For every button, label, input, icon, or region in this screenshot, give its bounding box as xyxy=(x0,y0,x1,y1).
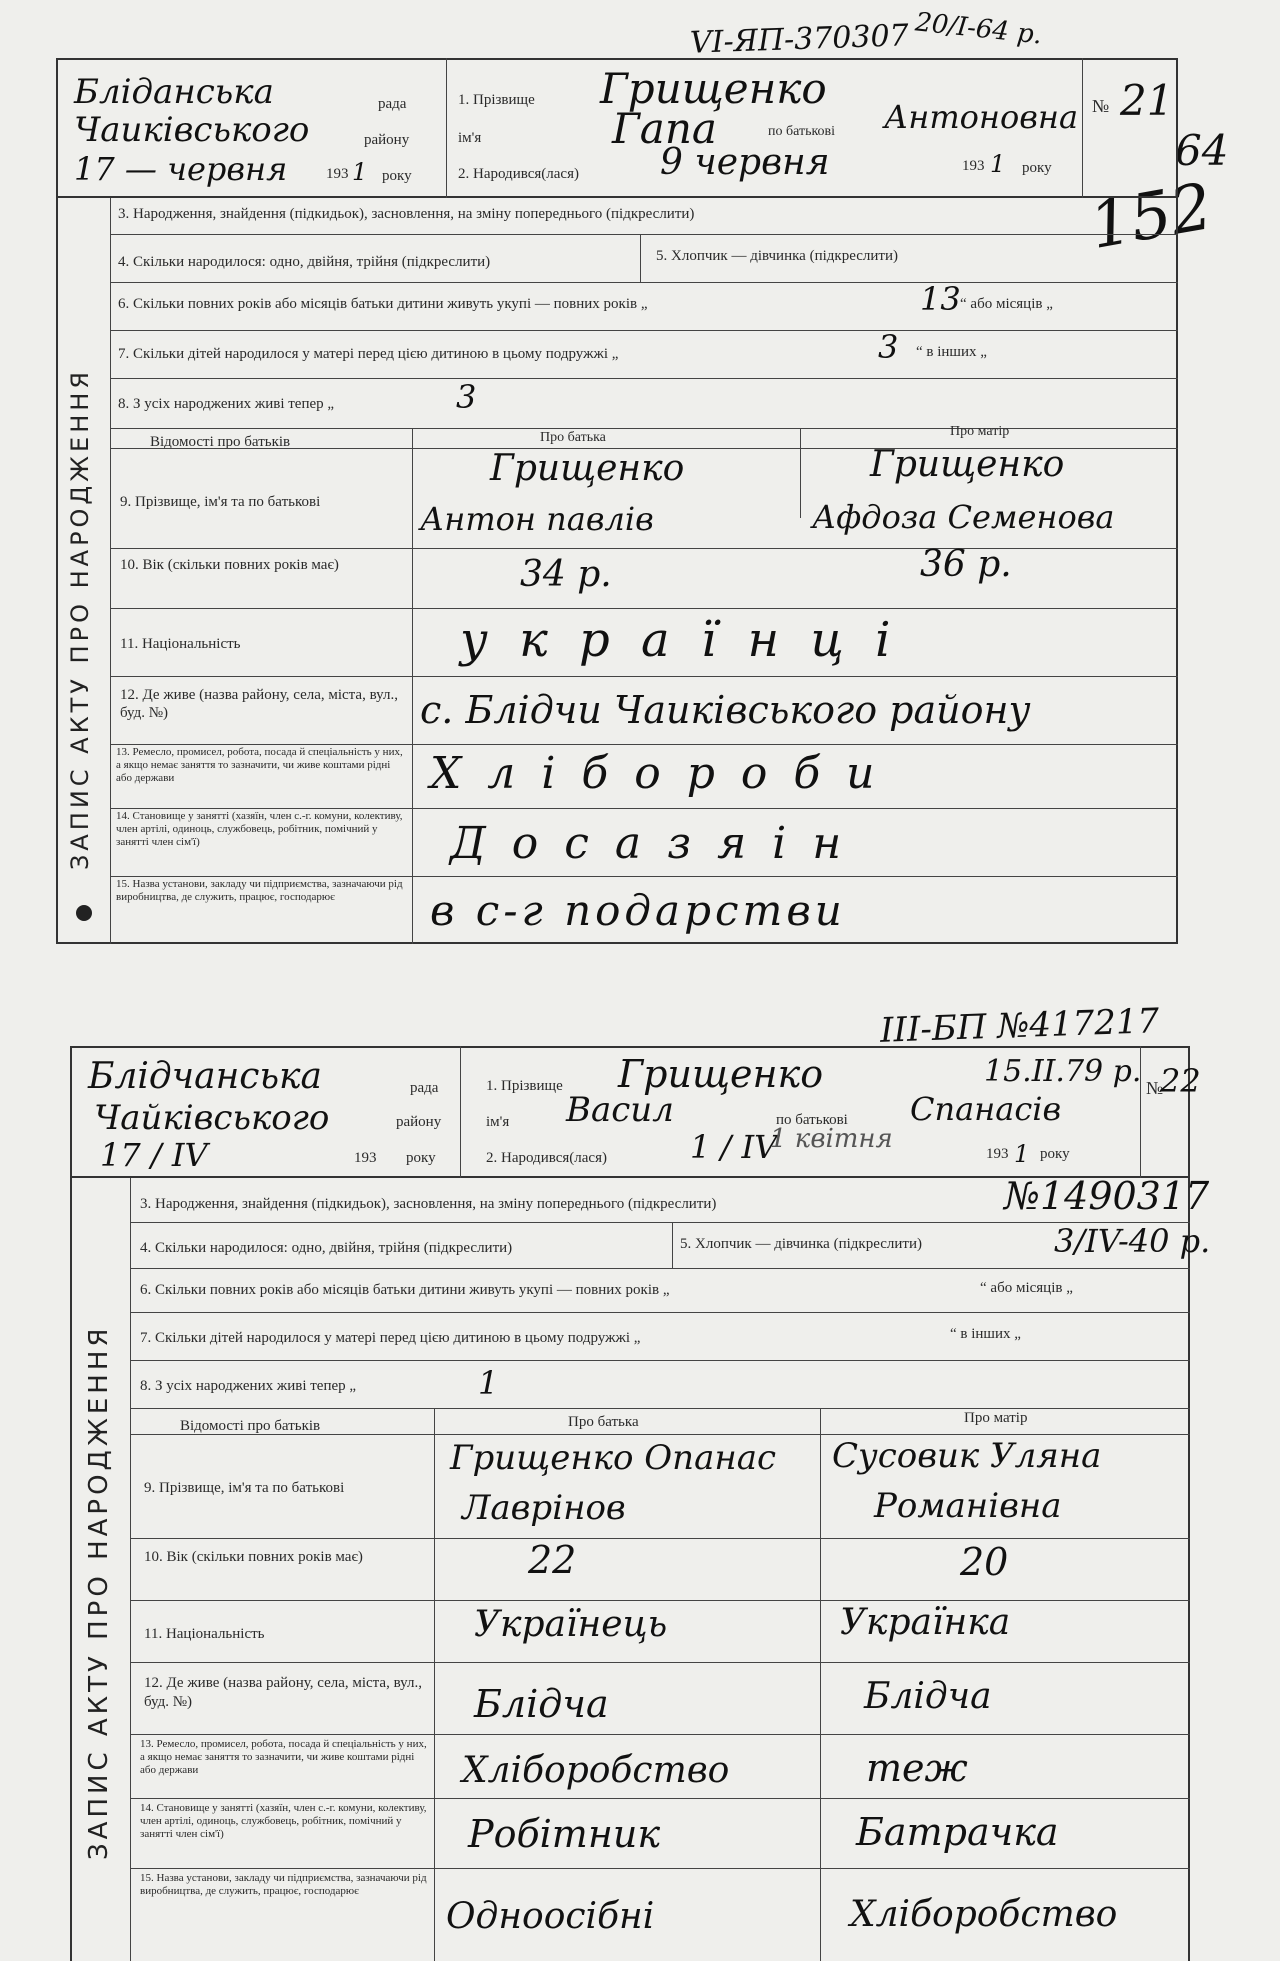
form-label: 15. Назва установи, закладу чи підприємства, зазначаючи рід виробництва, де служить, працює, господарює xyxy=(116,878,403,903)
form-label: рада xyxy=(378,96,407,112)
form-label: ім'я xyxy=(458,130,482,146)
born-value: 1 / IV xyxy=(690,1128,778,1166)
record-1-side-title: ЗАПИС АКТУ ПРО НАРОДЖЕННЯ xyxy=(66,368,94,870)
record-date: 17 / IV xyxy=(100,1136,208,1174)
form-label: “ в інших „ xyxy=(916,344,987,360)
form-label: року xyxy=(1040,1146,1070,1162)
form-label: 193 xyxy=(962,158,985,174)
children-before: 3 xyxy=(878,328,899,366)
father-surname: Грищенко xyxy=(490,448,685,489)
name-value: Гапа xyxy=(612,104,717,153)
form-label: 9. Прізвище, ім'я та по батькові xyxy=(144,1480,345,1496)
form-rule xyxy=(672,1222,673,1268)
cert-date: 3/IV-40 р. xyxy=(1054,1222,1211,1260)
surname-value: Грищенко xyxy=(618,1052,824,1096)
form-label: 8. З усіх народжених живі тепер „ xyxy=(140,1378,357,1394)
father-occupation: Хліборобство xyxy=(462,1750,730,1791)
father-name: Антон павлів xyxy=(420,500,654,538)
born-extra: 1 квітня xyxy=(770,1124,893,1154)
father-age: 22 xyxy=(528,1538,577,1582)
form-label: 2. Народився(лася) xyxy=(486,1150,607,1166)
mother-age: 36 р. xyxy=(920,544,1012,585)
form-label: 14. Становище у занятті (хазяїн, член с.-г. комуни, колективу, член артілі, одиноць, службовець, робітник, помічний у занятті член сім'ї) xyxy=(116,810,403,848)
form-rule xyxy=(130,1268,1190,1269)
form-rule xyxy=(820,1408,821,1961)
form-rule xyxy=(130,1662,1190,1663)
alive-count: 1 xyxy=(478,1364,499,1402)
father-nationality: Українець xyxy=(474,1604,668,1645)
father-age: 34 р. xyxy=(520,554,612,595)
form-label: року xyxy=(406,1150,436,1166)
form-label: 10. Вік (скільки повних років має) xyxy=(144,1549,363,1565)
form-label: 5. Хлопчик — дівчинка (підкреслити) xyxy=(656,248,898,264)
form-label: Відомості про батьків xyxy=(180,1418,321,1434)
occupation: Х л і б о р о б и xyxy=(430,748,881,799)
form-label: 3. Народження, знайдення (підкидьок), засновлення, на зміну попереднього (підкреслити) xyxy=(118,206,695,222)
form-label: “ або місяців „ xyxy=(960,296,1053,312)
margin-number-b: 152 xyxy=(1084,169,1218,265)
mother-residence: Блідча xyxy=(864,1676,992,1717)
form-label: № xyxy=(1092,96,1110,116)
handwritten-value: 1 xyxy=(990,150,1006,178)
form-label: по батькові xyxy=(776,1112,848,1128)
form-label: Про матір xyxy=(950,424,1010,439)
alive-count: 3 xyxy=(456,378,477,416)
form-label: 7. Скільки дітей народилося у матері перед цією дитиною в цьому подружжі „ xyxy=(140,1330,641,1346)
form-label: 11. Національність xyxy=(144,1626,265,1642)
form-rule xyxy=(460,1046,461,1178)
form-label: Про батька xyxy=(568,1414,639,1430)
years-together: 13 xyxy=(920,280,961,318)
form-label: 10. Вік (скільки повних років має) xyxy=(120,557,339,573)
nationality: у к р а ї н ц і xyxy=(460,612,899,668)
father-status: Робітник xyxy=(468,1812,661,1856)
raion-value: Чайківського xyxy=(94,1098,330,1138)
mother-name: Романівна xyxy=(874,1486,1062,1526)
bottom-stamp-number: III-БП №417217 xyxy=(879,1001,1160,1051)
institution: в с-г подарстви xyxy=(430,886,846,935)
bottom-stamp-date: 15.II.79 р. xyxy=(984,1054,1142,1089)
form-rule xyxy=(130,1178,131,1961)
form-label: 12. Де живе (назва району, села, міста, вул., буд. №) xyxy=(144,1675,422,1710)
form-label: 8. З усіх народжених живі тепер „ xyxy=(118,396,335,412)
form-label: 6. Скільки повних років або місяців батьки дитини живуть укупі — повних років „ xyxy=(118,296,648,312)
top-stamp-date: 20/I-64 р. xyxy=(913,7,1044,51)
form-label: 13. Ремесло, промисел, робота, посада й спеціальність у них, а якщо немає заняття то зазначити, чи живе коштами рідні або держави xyxy=(116,746,403,784)
form-label: “ або місяців „ xyxy=(980,1280,1073,1296)
form-label: 193 xyxy=(986,1146,1009,1162)
mother-age: 20 xyxy=(960,1540,1009,1584)
form-rule xyxy=(130,1434,1190,1435)
status: Д о с а з я і н xyxy=(450,818,848,869)
father-institution: Одноосібні xyxy=(446,1896,655,1937)
record-number: 21 xyxy=(1120,76,1174,125)
form-label: 4. Скільки народилося: одно, двійня, трійня (підкреслити) xyxy=(140,1240,513,1256)
margin-number-a: 64 xyxy=(1175,126,1229,175)
mother-name: Афдоза Семенова xyxy=(812,498,1115,536)
form-label: 193 xyxy=(354,1150,377,1166)
form-label: 14. Становище у занятті (хазяїн, член с.-г. комуни, колективу, член артілі, одиноць, службовець, робітник, помічний у занятті член сім'ї) xyxy=(140,1802,427,1840)
form-rule xyxy=(130,1312,1190,1313)
form-label: 9. Прізвище, ім'я та по батькові xyxy=(120,494,321,510)
form-label: 1. Прізвище xyxy=(486,1078,563,1094)
form-label: району xyxy=(396,1114,442,1130)
form-label: 6. Скільки повних років або місяців батьки дитини живуть укупі — повних років „ xyxy=(140,1282,670,1298)
form-label: року xyxy=(382,168,412,184)
form-label: 2. Народився(лася) xyxy=(458,166,579,182)
form-rule xyxy=(130,1408,1190,1409)
record-2-side-title: ЗАПИС АКТУ ПРО НАРОДЖЕННЯ xyxy=(84,1324,114,1860)
residence: с. Блідчи Чаиківського району xyxy=(420,688,1031,732)
rada-value: Блідчанська xyxy=(88,1056,322,1097)
father-name: Лаврінов xyxy=(462,1488,626,1528)
handwritten-value: 1 xyxy=(1014,1140,1030,1168)
form-rule xyxy=(130,1360,1190,1361)
mother-occupation: теж xyxy=(866,1746,968,1790)
form-rule xyxy=(130,1798,1190,1799)
form-label: 11. Національність xyxy=(120,636,241,652)
form-label: району xyxy=(364,132,410,148)
form-label: 7. Скільки дітей народилося у матері перед цією дитиною в цьому подружжі „ xyxy=(118,346,619,362)
form-label: рада xyxy=(410,1080,439,1096)
form-rule xyxy=(130,1222,1190,1223)
father-residence: Блідча xyxy=(474,1682,609,1726)
form-label: Про батька xyxy=(540,430,606,445)
form-label: 5. Хлопчик — дівчинка (підкреслити) xyxy=(680,1236,922,1252)
rada-value: Бліданська xyxy=(74,72,274,112)
form-label: 15. Назва установи, закладу чи підприємства, зазначаючи рід виробництва, де служить, працює, господарює xyxy=(140,1872,427,1897)
raion-value: Чаиківського xyxy=(74,110,310,150)
father-surname: Грищенко Опанас xyxy=(450,1438,777,1478)
name-value: Васил xyxy=(566,1090,674,1130)
record-date: 17 — червня xyxy=(74,150,288,188)
handwritten-value: 1 xyxy=(352,158,368,186)
form-label: 1. Прізвище xyxy=(458,92,535,108)
mother-surname: Сусовик Уляна xyxy=(832,1436,1102,1476)
form-label: по батькові xyxy=(768,124,836,139)
born-value: 9 червня xyxy=(660,142,830,183)
mother-surname: Грищенко xyxy=(870,444,1065,485)
form-label: 4. Скільки народилося: одно, двійня, трійня (підкреслити) xyxy=(118,254,491,270)
top-stamp-number: VI-ЯП-370307 xyxy=(689,18,910,61)
form-label: 3. Народження, знайдення (підкидьок), засновлення, на зміну попереднього (підкреслити) xyxy=(140,1196,717,1212)
form-label: “ в інших „ xyxy=(950,1326,1021,1342)
form-rule xyxy=(1140,1046,1141,1178)
patronymic-value: Антоновна xyxy=(884,98,1079,136)
form-label: Про матір xyxy=(964,1410,1028,1426)
form-rule xyxy=(434,1408,435,1961)
mother-status: Батрачка xyxy=(856,1810,1059,1854)
form-label: № xyxy=(1146,1078,1164,1098)
form-label: Відомості про батьків xyxy=(150,434,291,450)
form-label: 193 xyxy=(326,166,349,182)
surname-value: Грищенко xyxy=(600,64,827,113)
form-label: ім'я xyxy=(486,1114,510,1130)
record-number: 22 xyxy=(1160,1062,1201,1100)
mother-institution: Хліборобство xyxy=(850,1894,1118,1935)
form-rule xyxy=(130,1868,1190,1869)
form-rule xyxy=(130,1734,1190,1735)
form-label: 12. Де живе (назва району, села, міста, вул., буд. №) xyxy=(120,687,398,721)
form-label: року xyxy=(1022,160,1052,176)
form-rule xyxy=(130,1538,1190,1539)
cert-number: №1490317 xyxy=(1004,1174,1210,1218)
form-label: 13. Ремесло, промисел, робота, посада й спеціальність у них, а якщо немає заняття то зазначити, чи живе коштами рідні або держави xyxy=(140,1738,427,1776)
form-rule xyxy=(130,1600,1190,1601)
patronymic-value: Спанасів xyxy=(910,1090,1062,1128)
mother-nationality: Українка xyxy=(840,1602,1011,1643)
